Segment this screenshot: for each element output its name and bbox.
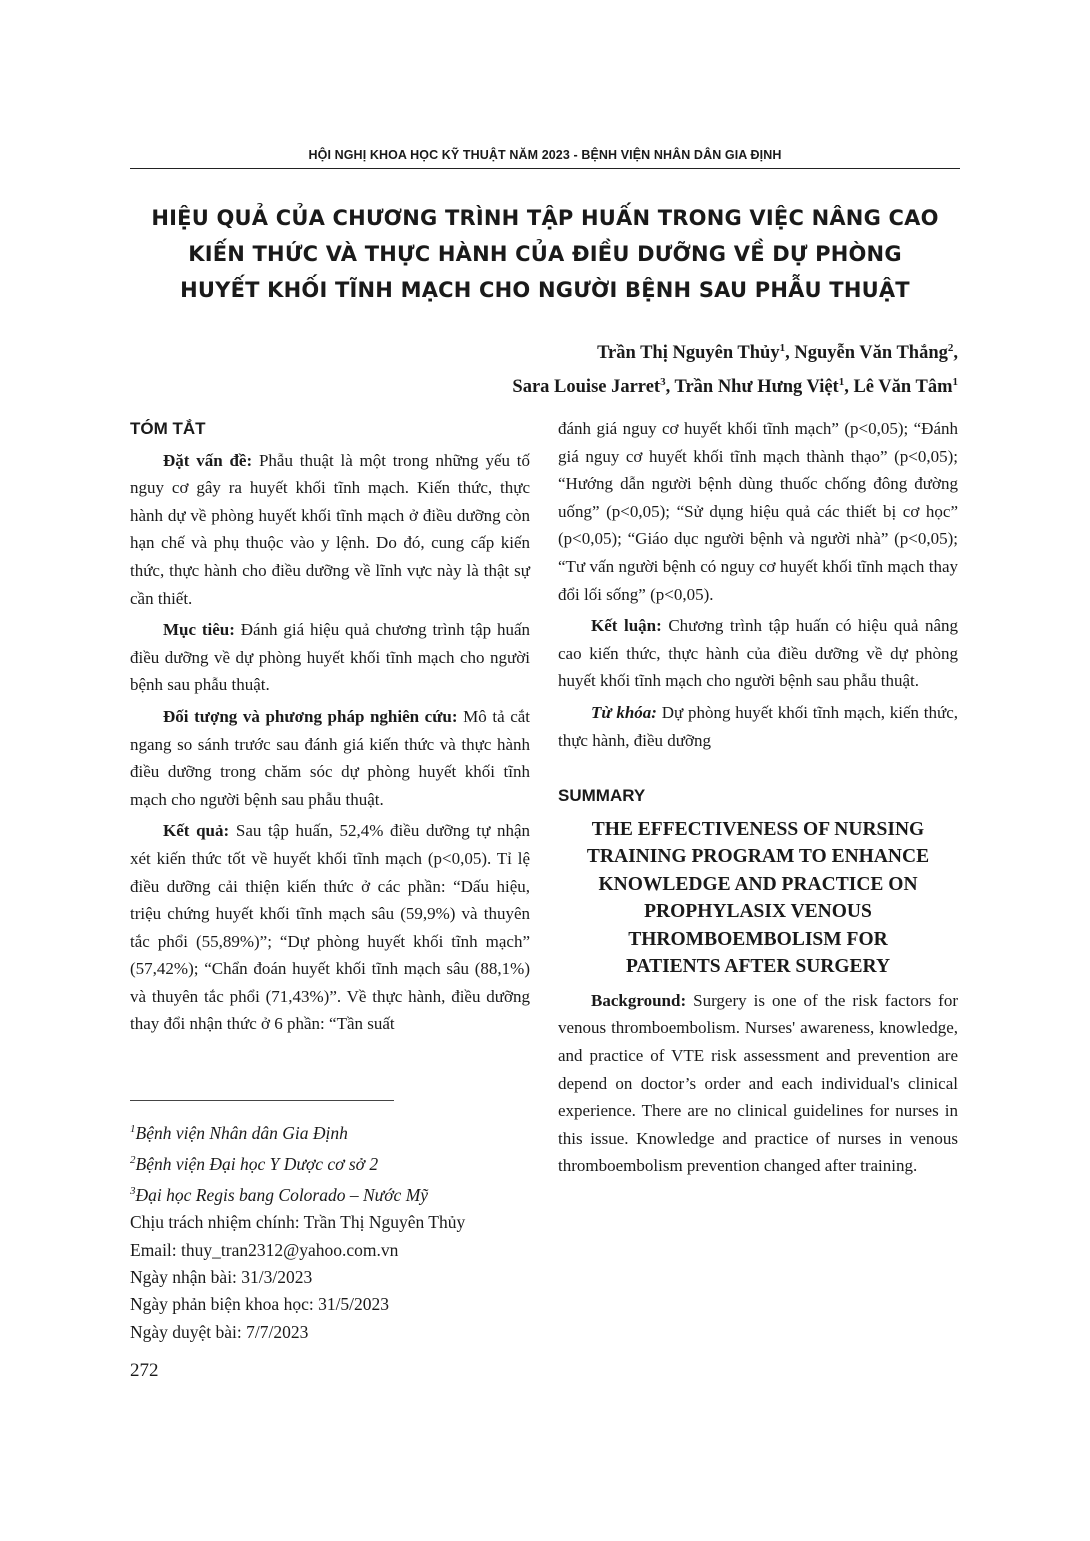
affiliation-marker: 1 (838, 376, 845, 389)
summary-title-line-4: PROPHYLASIX VENOUS (644, 901, 872, 923)
summary-title (558, 816, 958, 981)
corresponding-author: Chịu trách nhiệm chính: Trần Thị Nguyên Thủy (130, 1212, 466, 1233)
summary-title-line-1: THE EFFECTIVENESS OF NURSING (591, 818, 925, 840)
summary-title-line-6: PATIENTS AFTER SURGERY (625, 956, 891, 978)
author-name: Nguyễn Văn Thắng (794, 343, 948, 364)
background-label: Đặt vấn đề: (163, 450, 253, 470)
affiliation-marker: 1 (130, 1123, 136, 1135)
title-line-1: HIỆU QUẢ CỦA CHƯƠNG TRÌNH TẬP HUẤN TRONG VIỆC NÂNG CAO (151, 206, 939, 230)
summary-background-label: Background: (591, 990, 687, 1010)
running-header: HỘI NGHỊ KHOA HỌC KỸ THUẬT NĂM 2023 - BỆNH VIỆN NHÂN DÂN GIA ĐỊNH (308, 148, 782, 162)
affiliation-text: Bệnh viện Nhân dân Gia Định (135, 1122, 348, 1143)
results-paragraph (130, 817, 530, 1038)
summary-title-line-3: KNOWLEDGE AND PRACTICE ON (598, 873, 918, 895)
summary-title-line-5: THROMBOEMBOLISM FOR (628, 928, 888, 950)
methods-paragraph (130, 703, 530, 813)
footnotes (130, 1116, 465, 1346)
affiliation-2 (130, 1147, 465, 1178)
affiliation-1 (130, 1116, 465, 1147)
affiliation-text: Đại học Regis bang Colorado – Nước Mỹ (135, 1185, 429, 1206)
conclusion-label: Kết luận: (591, 616, 662, 636)
footnote-rule (130, 1100, 394, 1101)
background-text: Phẫu thuật là một trong những yếu tố nguy cơ gây ra huyết khối tĩnh mạch. Kiến thức, thực hành dự về phòng huyết khối tĩnh mạch ở điều dưỡng còn hạn chế và phụ thuộc vào y lệnh. Do đó, cung cấp kiến thức, thực hành cho điều dưỡng về lĩnh vực này là thật sự cần thiết. (130, 450, 531, 608)
reviewed-date: Ngày phản biện khoa học: 31/5/2023 (130, 1294, 390, 1315)
objective-text: Đánh giá hiệu quả chương trình tập huấn điều dưỡng về dự phòng huyết khối tĩnh mạch cho người bệnh sau phẫu thuật. (130, 620, 531, 695)
summary-background-paragraph (558, 987, 958, 1180)
article-title (120, 200, 970, 308)
header-rule (130, 168, 960, 169)
left-column (130, 415, 530, 1042)
author-name: Trần Thị Nguyên Thủy (597, 343, 780, 364)
abstract-heading: TÓM TẮT (130, 419, 206, 438)
contact-email: Email: thuy_tran2312@yahoo.com.vn (130, 1239, 399, 1260)
page-number: 272 (130, 1360, 159, 1381)
accepted-date: Ngày duyệt bài: 7/7/2023 (130, 1321, 309, 1342)
affiliation-text: Bệnh viện Đại học Y Dược cơ sở 2 (135, 1153, 379, 1174)
received-date: Ngày nhận bài: 31/3/2023 (130, 1266, 313, 1287)
affiliation-marker: 1 (952, 376, 958, 389)
author-name: Trần Như Hưng Việt (674, 377, 839, 398)
affiliation-marker: 2 (130, 1154, 136, 1167)
objective-paragraph (130, 616, 530, 699)
results-text: Sau tập huấn, 52,4% điều dưỡng tự nhận xét kiến thức tốt về huyết khối tĩnh mạch (p<0,05). Tỉ lệ điều dưỡng cải thiện kiến thức ở các phần: “Dấu hiệu, triệu chứng huyết khối tĩnh mạch sâu (59,9%) và thuyên tắc phổi (55,89%)”; “Dự phòng huyết khối tĩnh mạch” (57,42%); “Chẩn đoán huyết khối tĩnh mạch sâu (88,1%) và thuyên tắc phổi (71,43%)”. Về thực hành, điều dưỡng thay đổi nhận thức ở 6 phần: “Tần suất (130, 821, 531, 1034)
author-line-2: Sara Louise Jarret$^3$, Trần Như Hưng Việt$^1$, Lê Văn Tâm$^1$ (512, 376, 958, 398)
author-name: Sara Louise Jarret (512, 377, 661, 398)
author-line-1: Trần Thị Nguyên Thủy$^1$, Nguyễn Văn Thắng$^2$, (597, 342, 958, 364)
conclusion-text: Chương trình tập huấn có hiệu quả nâng cao kiến thức, thực hành của điều dưỡng về dự phòng huyết khối tĩnh mạch cho người bệnh sau phẫu thuật. (558, 616, 959, 691)
summary-heading: SUMMARY (558, 786, 646, 806)
methods-label: Đối tượng và phương pháp nghiên cứu: (163, 706, 458, 726)
results-continued: đánh giá nguy cơ huyết khối tĩnh mạch” (p<0,05); “Đánh giá nguy cơ huyết khối tĩnh mạch thành thạo” (p<0,05); “Hướng dẫn người bệnh dùng thuốc chống đông đường uống” (p<0,05); “Sử dụng hiệu quả các thiết bị cơ học” (p<0,05); “Giáo dục người bệnh và người nhà” (p<0,05); “Tư vấn người bệnh có nguy cơ huyết khối tĩnh mạch thay đổi lối sống” (p<0,05). (558, 419, 958, 604)
keywords-paragraph (558, 699, 958, 754)
background-paragraph (130, 447, 530, 613)
methods-text: Mô tả cắt ngang so sánh trước sau đánh giá kiến thức và thực hành điều dưỡng trong chăm sóc dự phòng huyết khối tĩnh mạch cho người bệnh sau phẫu thuật. (130, 706, 531, 809)
title-line-2: KIẾN THỨC VÀ THỰC HÀNH CỦA ĐIỀU DƯỠNG VỀ DỰ PHÒNG (188, 242, 902, 266)
affiliation-marker: 3 (660, 376, 666, 389)
right-column (558, 415, 958, 1184)
title-line-3: HUYẾT KHỐI TĨNH MẠCH CHO NGƯỜI BỆNH SAU PHẪU THUẬT (180, 278, 910, 302)
affiliation-marker: 3 (130, 1185, 136, 1198)
conclusion-paragraph (558, 612, 958, 695)
affiliation-3 (130, 1178, 465, 1209)
author-name: Lê Văn Tâm (853, 377, 953, 398)
summary-title-line-2: TRAINING PROGRAM TO ENHANCE (586, 846, 930, 868)
keywords-text: Dự phòng huyết khối tĩnh mạch, kiến thức, thực hành, điều dưỡng (558, 702, 959, 750)
author-list (512, 334, 958, 402)
affiliation-marker: 2 (947, 342, 954, 354)
keywords-label: Từ khóa: (591, 702, 657, 722)
affiliation-marker: 1 (779, 342, 786, 354)
summary-background-text: Surgery is one of the risk factors for venous thromboembolism. Nurses' awareness, knowledge, and practice of VTE risk assessment and prevention are depend on doctor’s order and each individual's clinical experience. There are no clinical guidelines for nurses in this issue. Knowledge and practice of nurses in venous thromboembolism prevention changed after training. (558, 990, 958, 1176)
results-label: Kết quả: (163, 821, 230, 841)
objective-label: Mục tiêu: (163, 620, 235, 640)
